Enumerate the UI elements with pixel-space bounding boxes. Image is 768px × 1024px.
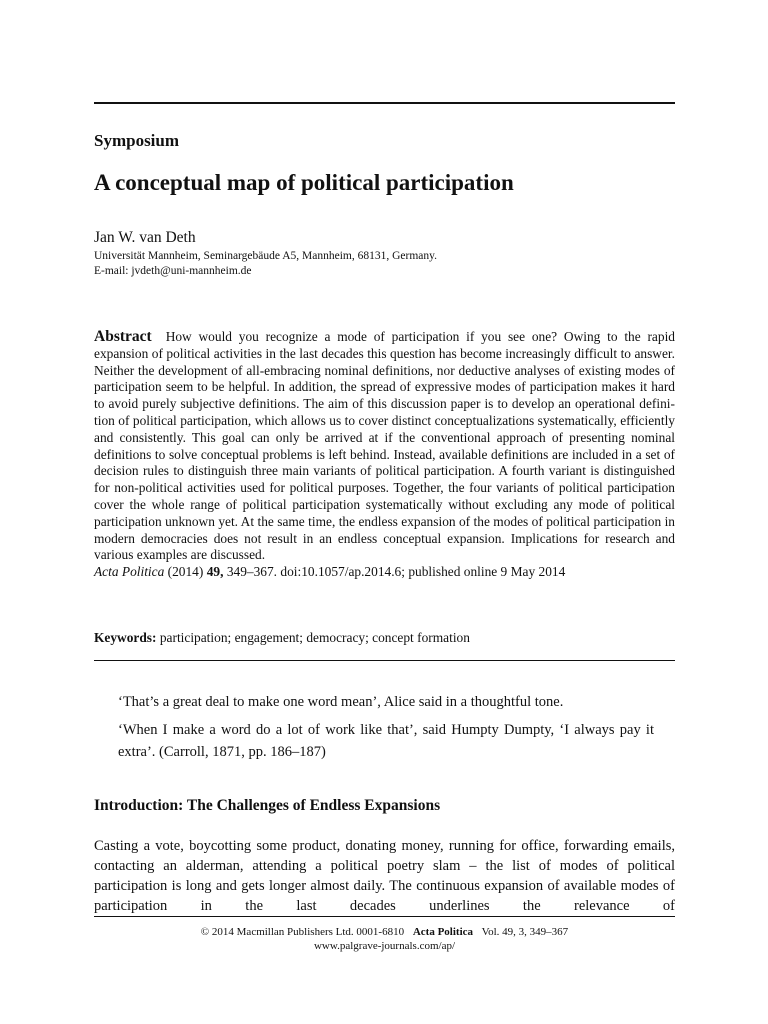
introduction-body: Casting a vote, boycotting some product, donating money, running for office, forwarding emails, contacting an alderman, attending a political poetry slam – the list of modes of political participation is long and gets longer almost daily. The continuous expansion of available modes of participation in the last decades underlines the relevance of	[94, 838, 675, 914]
citation	[94, 564, 675, 581]
keywords-rule	[94, 660, 675, 661]
citation-volume: 49,	[206, 564, 224, 580]
top-rule	[94, 102, 675, 104]
article-title: A conceptual map of political participation	[94, 170, 514, 195]
keywords-text: participation; engagement; democracy; concept formation	[159, 630, 470, 645]
email: E-mail: jvdeth@uni-mannheim.de	[94, 265, 252, 277]
abstract	[94, 329, 675, 581]
footer-copyright: © 2014 Macmillan Publishers Ltd. 0001-6810	[200, 926, 405, 938]
abstract-text: How would you recognize a mode of participation if you see one? Owing to the rapid expansion of political activities in the last decades this question has become increasingly difficult to answer. Neither the development of all-embracing nominal definitions, nor deductive analyses of existing modes of participation seem to be helpful. In addition, the spread of expressive modes of participation makes it hard to avoid purely subjective definitions. The aim of this discussion paper is to develop an operational definition of political participation, which allows us to cover distinct conceptualizations systematically, efficiently and consistently. This goal can only be arrived at if the conventional approach of presenting nominal definitions to solve conceptual problems is left behind. Instead, available definitions are included in a set of decision rules to distinguish three main variants of political participation. A fourth variant is distinguished for non-political activities used for political purposes. Together, the four variants of political participation cover the whole range of political participation systematically without excluding any mode of political participation unknown yet. At the same time, the endless expansion of the modes of political participation in modern democracies does not result in an endless conceptual expansion. Implications for research and various examples are discussed.	[94, 329, 675, 563]
footer-journal: Acta Politica	[412, 926, 474, 938]
introduction-heading: Introduction: The Challenges of Endless Expansions	[94, 797, 441, 814]
article-page	[94, 0, 675, 1024]
footer-rule	[94, 916, 675, 917]
footer-url: www.palgrave-journals.com/ap/	[313, 940, 456, 952]
author-affiliation-block	[94, 249, 437, 279]
footer	[94, 925, 675, 953]
abstract-heading: Abstract	[94, 328, 152, 345]
citation-journal: Acta Politica	[94, 564, 165, 580]
author-name: Jan W. van Deth	[94, 229, 196, 246]
keywords	[94, 630, 470, 646]
citation-year: (2014)	[167, 564, 204, 580]
footer-volume: Vol. 49, 3, 349–367	[481, 926, 569, 938]
keywords-label: Keywords:	[94, 630, 157, 645]
epigraph	[118, 691, 654, 763]
epigraph-line-2: ‘When I make a word do a lot of work like that’, said Humpty Dumpty, ‘I always pay it extra’. (Carroll, 1871, pp. 186–187)	[118, 722, 654, 760]
citation-details: 349–367. doi:10.1057/ap.2014.6; published online 9 May 2014	[226, 564, 566, 580]
section-label: Symposium	[94, 131, 180, 150]
footer-line-1	[94, 925, 675, 939]
affiliation: Universität Mannheim, Seminargebäude A5, Mannheim, 68131, Germany.	[94, 250, 438, 262]
epigraph-line-1: ‘That’s a great deal to make one word mean’, Alice said in a thoughtful tone.	[118, 694, 564, 710]
